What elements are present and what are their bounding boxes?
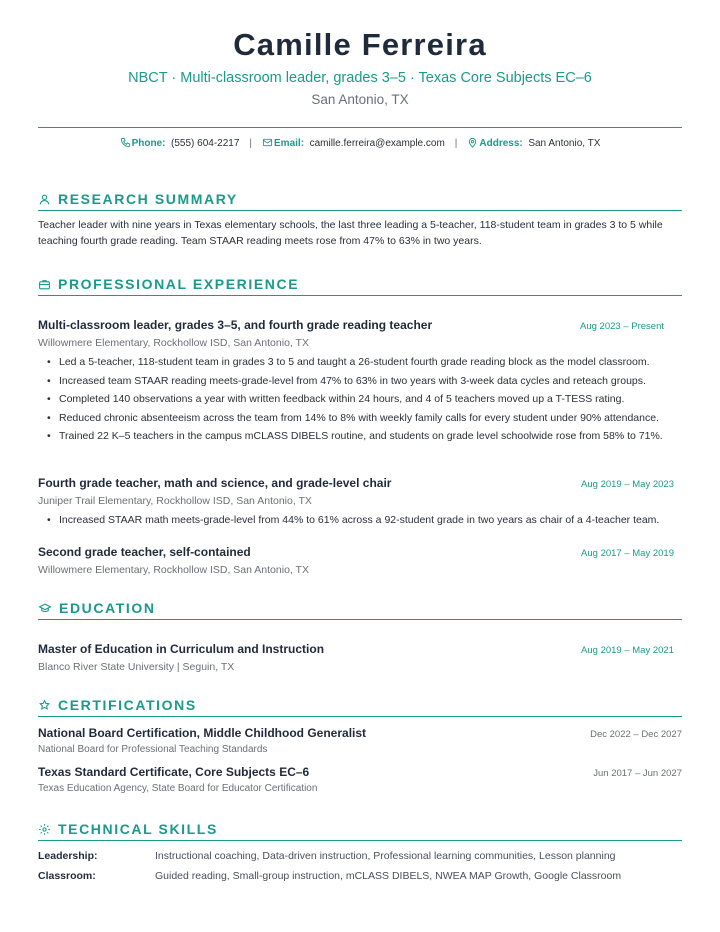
- section-header: [38, 697, 682, 717]
- section-title: PROFESSIONAL EXPERIENCE: [58, 276, 300, 292]
- section-header: [38, 191, 682, 211]
- experience-item: [38, 545, 682, 576]
- skill-label: Leadership:: [38, 850, 98, 862]
- certification-item: [38, 726, 682, 755]
- certification-issuer: Texas Education Agency, State Board for Educator Certification: [38, 783, 318, 794]
- skill-value: Instructional coaching, Data-driven instruction, Professional learning communities, Lesson planning: [155, 850, 616, 862]
- section-title: CERTIFICATIONS: [58, 697, 197, 713]
- section-title: RESEARCH SUMMARY: [58, 191, 238, 207]
- skills-list: [38, 846, 682, 886]
- school-name: Blanco River State University | Seguin, TX: [38, 661, 235, 673]
- list-item: • Completed 140 observations a year with written feedback within 24 hours, and 4 of 5 teachers moved up a T-TESS rating.: [59, 392, 682, 407]
- candidate-name: Camille Ferreira: [233, 27, 487, 62]
- award-icon: [38, 699, 51, 712]
- certification-title: Texas Standard Certificate, Core Subjects EC–6: [38, 765, 310, 779]
- mail-icon: [262, 137, 273, 148]
- header-divider: [38, 127, 682, 128]
- job-bullets: [38, 513, 682, 528]
- contact-separator: |: [454, 138, 458, 149]
- section-header: [38, 600, 682, 620]
- experience-item: [38, 318, 682, 448]
- job-title: Fourth grade teacher, math and science, and grade-level chair: [38, 476, 392, 490]
- summary-text: Teacher leader with nine years in Texas elementary schools, the last three leading a 5-teacher, 118-student team in grades 3 to 5 while teaching fourth grade reading. Team STAAR reading meets rose from 47% to 63% in two years.: [38, 219, 663, 247]
- resume-header: [0, 0, 720, 108]
- skill-label: Classroom:: [38, 870, 96, 882]
- section-title: EDUCATION: [59, 600, 156, 616]
- education-section: [38, 600, 682, 620]
- contact-bar: [0, 137, 720, 149]
- map-pin-icon: [467, 137, 478, 148]
- address-label: Address:: [479, 138, 523, 149]
- skill-value: Guided reading, Small-group instruction, mCLASS DIBELS, NWEA MAP Growth, Google Classroom: [155, 870, 622, 882]
- graduation-cap-icon: [38, 602, 52, 615]
- job-title: Second grade teacher, self-contained: [38, 545, 251, 559]
- section-header: [38, 276, 682, 296]
- phone-value[interactable]: (555) 604-2217: [171, 138, 240, 149]
- briefcase-icon: [38, 278, 51, 291]
- list-item: • Increased STAAR math meets-grade-level from 44% to 61% across a 92-student grade in two years as chair of a 4-teacher team.: [59, 513, 682, 528]
- phone-icon: [120, 137, 131, 148]
- address-value: San Antonio, TX: [528, 138, 601, 149]
- skill-row: [38, 866, 682, 886]
- job-date: Aug 2019 – May 2023: [581, 479, 674, 490]
- section-title: TECHNICAL SKILLS: [58, 821, 218, 837]
- job-employer: Willowmere Elementary, Rockhollow ISD, San Antonio, TX: [38, 564, 309, 576]
- contact-separator: |: [249, 138, 253, 149]
- list-item: • Trained 22 K–5 teachers in the campus mCLASS DIBELS routine, and students on grade level schoolwide rose from 58% to 71%.: [59, 429, 682, 444]
- job-date: Aug 2023 – Present: [580, 321, 664, 332]
- experience-section: [38, 276, 682, 296]
- certification-item: [38, 765, 682, 794]
- section-header: [38, 821, 682, 841]
- list-item: • Led a 5-teacher, 118-student team in grades 3 to 5 and taught a 26-student fourth grade reading block as the model classroom.: [59, 355, 682, 370]
- experience-item: [38, 476, 682, 532]
- job-date: Aug 2017 – May 2019: [581, 548, 674, 559]
- certification-date: Dec 2022 – Dec 2027: [590, 729, 682, 740]
- list-item: • Reduced chronic absenteeism across the team from 14% to 8% with weekly family calls for every student under 90% attendance.: [59, 411, 682, 426]
- certification-issuer: National Board for Professional Teaching Standards: [38, 744, 268, 755]
- list-item: • Increased team STAAR reading meets-grade-level from 47% to 63% in two years with 3-week data cycles and reteach groups.: [59, 374, 682, 389]
- gear-icon: [38, 823, 51, 836]
- degree-title: Master of Education in Curriculum and Instruction: [38, 642, 325, 656]
- job-employer: Juniper Trail Elementary, Rockhollow ISD, San Antonio, TX: [38, 495, 312, 507]
- skills-section: [38, 821, 682, 886]
- job-employer: Willowmere Elementary, Rockhollow ISD, San Antonio, TX: [38, 337, 309, 349]
- phone-label: Phone:: [131, 138, 166, 149]
- job-bullets: [38, 355, 682, 444]
- job-title: Multi-classroom leader, grades 3–5, and fourth grade reading teacher: [38, 318, 433, 332]
- education-item: [38, 642, 682, 673]
- user-icon: [38, 193, 51, 206]
- location: San Antonio, TX: [311, 92, 409, 107]
- email-label: Email:: [274, 138, 305, 149]
- certification-title: National Board Certification, Middle Childhood Generalist: [38, 726, 367, 740]
- certification-date: Jun 2017 – Jun 2027: [593, 768, 682, 779]
- degree-date: Aug 2019 – May 2021: [581, 645, 674, 656]
- skill-row: [38, 846, 682, 866]
- headline: NBCT · Multi-classroom leader, grades 3–5 · Texas Core Subjects EC–6: [128, 70, 592, 86]
- email-value[interactable]: camille.ferreira@example.com: [309, 138, 445, 149]
- summary-section: [38, 191, 682, 249]
- certifications-section: [38, 697, 682, 717]
